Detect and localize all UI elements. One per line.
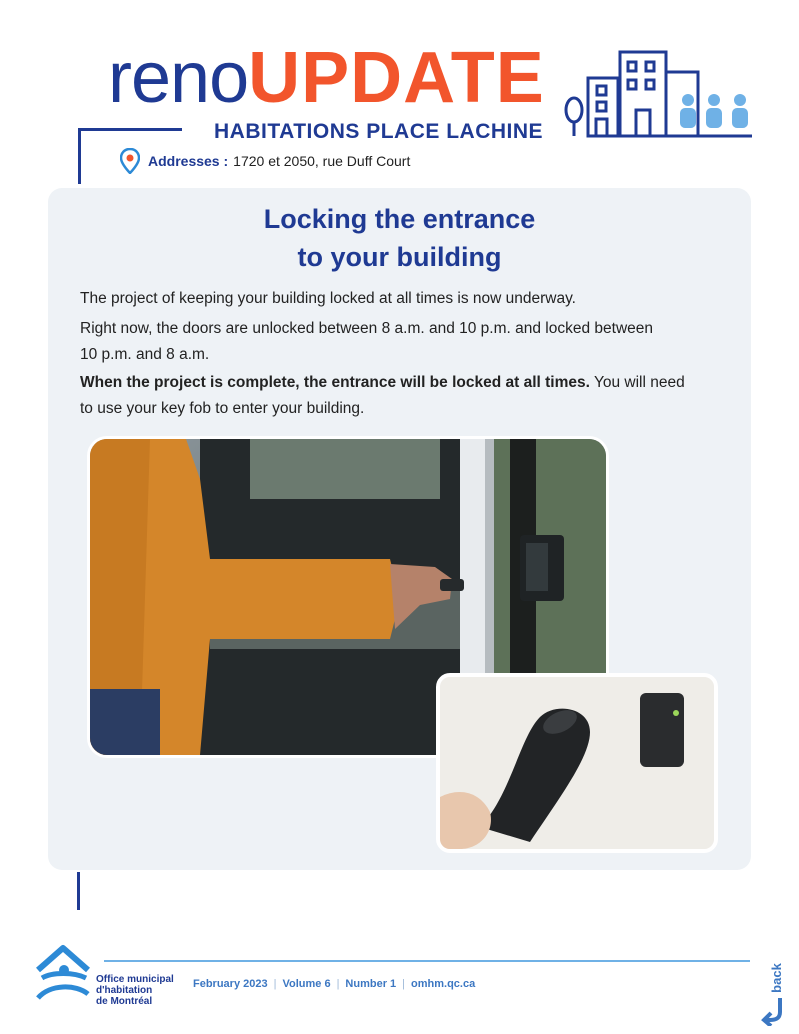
separator: | — [336, 978, 340, 990]
brand-title — [108, 38, 545, 118]
footer-divider — [104, 960, 750, 962]
address-label: Addresses : — [148, 153, 229, 169]
separator: | — [402, 978, 406, 990]
org-line-2: d'habitation — [96, 985, 153, 996]
brand-main: UPDATE — [248, 38, 545, 118]
frame-line-top — [78, 128, 182, 131]
back-arrow-icon[interactable] — [760, 996, 786, 1026]
paragraph-2-line-2: 10 p.m. and 8 a.m. — [80, 346, 210, 363]
key-fob-photo — [436, 673, 718, 853]
paragraph-3 — [80, 370, 730, 422]
city-buildings-icon — [562, 44, 754, 140]
address-row — [120, 148, 410, 174]
separator: | — [273, 978, 277, 990]
title-line-1: Locking the entrance — [263, 204, 536, 234]
issue-number: Number 1 — [345, 978, 397, 990]
paragraph-2-line-1: Right now, the doors are unlocked between 8 a.m. and 10 p.m. and locked between — [80, 320, 654, 337]
footer-info — [193, 978, 475, 990]
back-link[interactable]: back — [769, 963, 784, 993]
paragraph-3-rest: You will need — [589, 374, 685, 391]
org-name — [96, 974, 174, 1007]
title-line-2: to your building — [297, 242, 502, 272]
issue-volume: Volume 6 — [282, 978, 331, 990]
project-subtitle: HABITATIONS PLACE LACHINE — [214, 120, 544, 143]
address-value: 1720 et 2050, rue Duff Court — [233, 153, 411, 169]
location-pin-icon — [120, 148, 140, 174]
org-line-3: de Montréal — [96, 996, 153, 1007]
paragraph-3-bold: When the project is complete, the entrance will be locked at all times. — [80, 374, 590, 391]
issue-date: February 2023 — [193, 978, 268, 990]
article-title — [48, 200, 751, 276]
frame-line-bottom — [77, 872, 80, 910]
org-line-1: Office municipal — [96, 974, 174, 985]
paragraph-1: The project of keeping your building locked at all times is now underway. — [80, 290, 576, 307]
website-link[interactable]: omhm.qc.ca — [411, 978, 476, 990]
brand-prefix: reno — [108, 38, 249, 118]
paragraph-2 — [80, 316, 730, 368]
paragraph-3-line-2: to use your key fob to enter your building. — [80, 400, 365, 417]
omhm-logo-icon — [34, 944, 92, 1002]
frame-line-left — [78, 128, 81, 184]
